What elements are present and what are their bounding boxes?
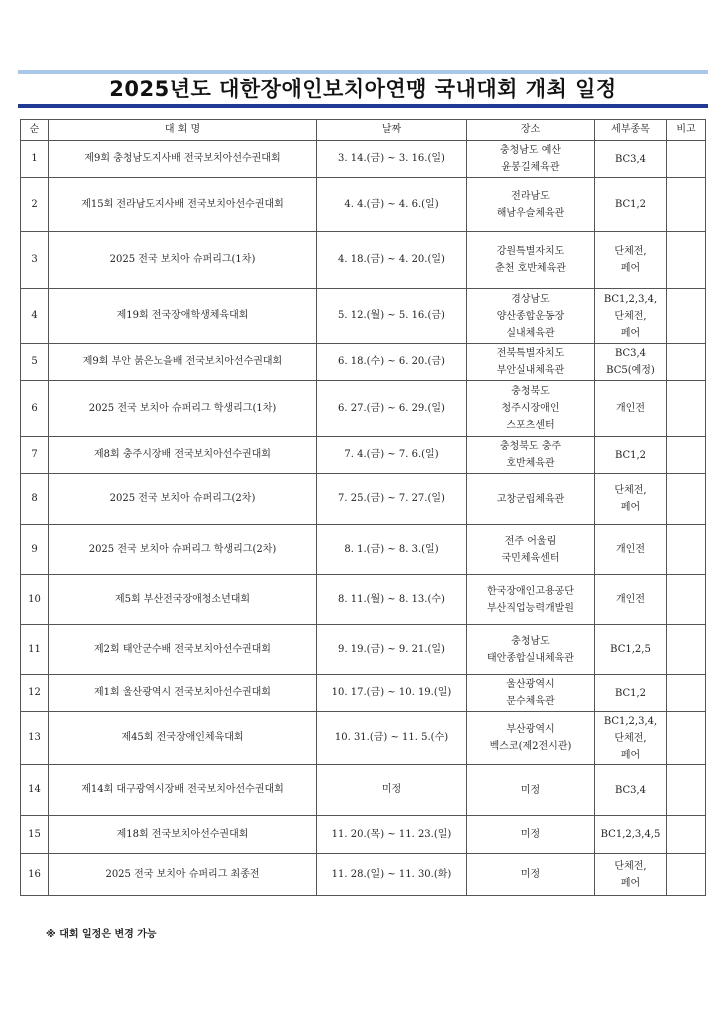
cell-event-line: BC1,2 [614, 687, 647, 699]
cell-venue-line: 호반체육관 [506, 458, 555, 469]
cell-no: 8 [21, 474, 49, 525]
cell-venue-line: 충청남도 예산 [499, 145, 562, 156]
cell-venue [467, 765, 595, 816]
cell-event-line: BC1,2,3,4,5 [600, 829, 661, 840]
header-remarks: 비고 [667, 120, 706, 141]
cell-remarks [667, 854, 706, 896]
cell-venue [467, 178, 595, 232]
cell-no: 3 [21, 232, 49, 289]
cell-name: 제1회 울산광역시 전국보치아선수권대회 [49, 675, 317, 712]
table-row [21, 854, 706, 896]
cell-remarks [667, 141, 706, 178]
cell-no: 2 [21, 178, 49, 232]
cell-venue [467, 141, 595, 178]
cell-event [595, 625, 667, 675]
table-row [21, 625, 706, 675]
table-header-row [21, 120, 706, 141]
cell-remarks [667, 289, 706, 344]
cell-no: 14 [21, 765, 49, 816]
header-name: 대 회 명 [49, 120, 317, 141]
cell-venue-line: 스포츠센터 [506, 420, 555, 431]
cell-venue-line: 경상남도 [511, 293, 550, 305]
document-title: 2025년도 대한장애인보치아연맹 국내대회 개최 일정 [109, 77, 617, 101]
cell-remarks [667, 575, 706, 625]
cell-venue-line: 울산광역시 [506, 679, 555, 690]
cell-event [595, 675, 667, 712]
cell-name: 제8회 충주시장배 전국보치아선수권대회 [49, 437, 317, 474]
cell-date: 3. 14.(금) ~ 3. 16.(일) [317, 141, 467, 178]
cell-name: 2025 전국 보치아 슈퍼리그 최종전 [49, 854, 317, 896]
cell-event [595, 525, 667, 575]
table-row [21, 232, 706, 289]
cell-event-line: BC1,2 [614, 199, 647, 210]
cell-event-line: BC3,4 [614, 153, 647, 165]
cell-no: 5 [21, 344, 49, 381]
cell-date: 4. 4.(금) ~ 4. 6.(일) [317, 178, 467, 232]
cell-event [595, 575, 667, 625]
cell-name: 제15회 전라남도지사배 전국보치아선수권대회 [49, 178, 317, 232]
cell-venue [467, 575, 595, 625]
cell-date: 5. 12.(월) ~ 5. 16.(금) [317, 289, 467, 344]
cell-no: 16 [21, 854, 49, 896]
cell-name: 2025 전국 보치아 슈퍼리그(1차) [49, 232, 317, 289]
cell-venue-line: 태안종합실내체육관 [487, 652, 574, 664]
cell-venue-line: 충청남도 [511, 635, 550, 647]
cell-date: 7. 4.(금) ~ 7. 6.(일) [317, 437, 467, 474]
cell-no: 1 [21, 141, 49, 178]
table-row [21, 289, 706, 344]
cell-venue [467, 525, 595, 575]
header-venue: 장소 [467, 120, 595, 141]
cell-no: 13 [21, 712, 49, 765]
cell-venue-line: 실내체육관 [506, 327, 555, 339]
cell-name: 2025 전국 보치아 슈퍼리그 학생리그(2차) [49, 525, 317, 575]
cell-name: 제18회 전국보치아선수권대회 [49, 816, 317, 854]
cell-event-line: 개인전 [616, 403, 645, 414]
cell-venue-line: 윤봉길체육관 [501, 162, 560, 173]
cell-event-line: BC1,2,5 [610, 644, 651, 655]
cell-event-line: 페어 [620, 502, 641, 513]
cell-venue-line: 미정 [520, 784, 541, 796]
cell-event [595, 474, 667, 525]
cell-no: 7 [21, 437, 49, 474]
cell-no: 9 [21, 525, 49, 575]
cell-venue-line: 전라남도 [511, 190, 550, 202]
cell-event [595, 854, 667, 896]
cell-date: 6. 27.(금) ~ 6. 29.(일) [317, 381, 467, 437]
cell-venue [467, 854, 595, 896]
title-bottom-rule [18, 104, 708, 108]
cell-venue [467, 344, 595, 381]
cell-event-line: 페어 [620, 749, 641, 761]
table-row [21, 525, 706, 575]
cell-venue-line: 국민체육센터 [501, 552, 560, 564]
cell-name: 제9회 충청남도지사배 전국보치아선수권대회 [49, 141, 317, 178]
table-row [21, 816, 706, 854]
header-event: 세부종목 [595, 120, 667, 141]
cell-date: 8. 1.(금) ~ 8. 3.(일) [317, 525, 467, 575]
cell-event-line: 단체전, [614, 310, 647, 322]
cell-name: 제5회 부산전국장애청소년대회 [49, 575, 317, 625]
cell-remarks [667, 765, 706, 816]
cell-no: 6 [21, 381, 49, 437]
table-row [21, 575, 706, 625]
cell-venue [467, 381, 595, 437]
cell-venue-line: 부안실내체육관 [496, 365, 565, 376]
cell-remarks [667, 712, 706, 765]
cell-event-line: 단체전, [614, 246, 647, 257]
cell-venue-line: 미정 [520, 829, 541, 840]
cell-venue-line: 미정 [520, 869, 541, 880]
cell-event [595, 712, 667, 765]
cell-name: 제2회 태안군수배 전국보치아선수권대회 [49, 625, 317, 675]
cell-venue-line: 전북특별자치도 [496, 348, 565, 359]
table-row [21, 712, 706, 765]
header-no: 순 [21, 120, 49, 141]
cell-event-line: 단체전, [614, 732, 647, 744]
cell-event-line: BC1,2,3,4, [603, 715, 658, 727]
cell-venue [467, 816, 595, 854]
cell-event-line: 단체전, [614, 860, 647, 872]
table-row [21, 765, 706, 816]
cell-event [595, 178, 667, 232]
cell-event-line: BC3,4 [614, 348, 647, 359]
cell-venue-line: 충청북도 [511, 386, 550, 397]
cell-venue-line: 부산직업능력개발원 [487, 602, 574, 614]
cell-remarks [667, 344, 706, 381]
cell-remarks [667, 625, 706, 675]
cell-remarks [667, 675, 706, 712]
cell-event-line: 페어 [620, 327, 641, 339]
cell-no: 4 [21, 289, 49, 344]
table-row [21, 474, 706, 525]
cell-date: 6. 18.(수) ~ 6. 20.(금) [317, 344, 467, 381]
cell-venue-line: 춘천 호반체육관 [495, 263, 566, 274]
cell-remarks [667, 178, 706, 232]
cell-event-line: BC3,4 [614, 784, 647, 796]
cell-venue-line: 양산종합운동장 [496, 310, 565, 322]
cell-date: 10. 31.(금) ~ 11. 5.(수) [317, 712, 467, 765]
header-date: 날짜 [317, 120, 467, 141]
table-row [21, 381, 706, 437]
cell-name: 제45회 전국장애인체육대회 [49, 712, 317, 765]
cell-event [595, 381, 667, 437]
schedule-table [20, 119, 706, 896]
table-row [21, 344, 706, 381]
cell-event-line: BC1,2,3,4, [603, 293, 658, 305]
cell-venue-line: 강원특별자치도 [496, 246, 565, 257]
cell-event [595, 344, 667, 381]
cell-name: 2025 전국 보치아 슈퍼리그(2차) [49, 474, 317, 525]
cell-date: 9. 19.(금) ~ 9. 21.(일) [317, 625, 467, 675]
cell-venue-line: 부산광역시 [506, 724, 555, 735]
cell-event-line: 개인전 [616, 594, 645, 605]
cell-date: 11. 20.(목) ~ 11. 23.(일) [317, 816, 467, 854]
cell-event-line: BC5(예정) [606, 365, 655, 376]
cell-remarks [667, 437, 706, 474]
cell-venue-line: 전주 어울림 [504, 535, 557, 547]
cell-venue-line: 충청북도 충주 [499, 441, 562, 452]
table-row [21, 675, 706, 712]
cell-venue-line: 고창군립체육관 [496, 493, 565, 505]
cell-event [595, 232, 667, 289]
schedule-note: ※ 대회 일정은 변경 가능 [46, 929, 157, 940]
cell-no: 12 [21, 675, 49, 712]
cell-date: 8. 11.(월) ~ 8. 13.(수) [317, 575, 467, 625]
cell-event-line: BC1,2 [614, 449, 647, 461]
cell-date: 11. 28.(일) ~ 11. 30.(화) [317, 854, 467, 896]
cell-event [595, 141, 667, 178]
cell-venue [467, 232, 595, 289]
cell-name: 제19회 전국장애학생체육대회 [49, 289, 317, 344]
cell-venue [467, 675, 595, 712]
cell-event-line: 개인전 [616, 544, 645, 555]
table-row [21, 178, 706, 232]
cell-venue-line: 벡스코(제2전시관) [489, 741, 572, 752]
cell-venue [467, 437, 595, 474]
cell-venue [467, 474, 595, 525]
cell-event-line: 페어 [620, 263, 641, 274]
table-row [21, 437, 706, 474]
table-row [21, 141, 706, 178]
cell-venue [467, 289, 595, 344]
cell-no: 10 [21, 575, 49, 625]
cell-date: 미정 [317, 765, 467, 816]
cell-name: 제14회 대구광역시장배 전국보치아선수권대회 [49, 765, 317, 816]
cell-event [595, 765, 667, 816]
cell-date: 7. 25.(금) ~ 7. 27.(일) [317, 474, 467, 525]
cell-remarks [667, 232, 706, 289]
cell-venue [467, 712, 595, 765]
cell-venue [467, 625, 595, 675]
cell-remarks [667, 816, 706, 854]
cell-venue-line: 한국장애인고용공단 [487, 585, 574, 597]
cell-event [595, 816, 667, 854]
cell-event-line: 페어 [620, 877, 641, 889]
cell-no: 11 [21, 625, 49, 675]
cell-no: 15 [21, 816, 49, 854]
cell-venue-line: 해남우슬체육관 [496, 207, 565, 219]
cell-remarks [667, 474, 706, 525]
cell-venue-line: 청주시장애인 [501, 403, 560, 414]
cell-event [595, 437, 667, 474]
cell-date: 10. 17.(금) ~ 10. 19.(일) [317, 675, 467, 712]
cell-venue-line: 문수체육관 [506, 696, 555, 707]
cell-event [595, 289, 667, 344]
cell-name: 2025 전국 보치아 슈퍼리그 학생리그(1차) [49, 381, 317, 437]
cell-remarks [667, 525, 706, 575]
cell-name: 제9회 부안 붉은노을배 전국보치아선수권대회 [49, 344, 317, 381]
cell-date: 4. 18.(금) ~ 4. 20.(일) [317, 232, 467, 289]
cell-event-line: 단체전, [614, 485, 647, 496]
cell-remarks [667, 381, 706, 437]
